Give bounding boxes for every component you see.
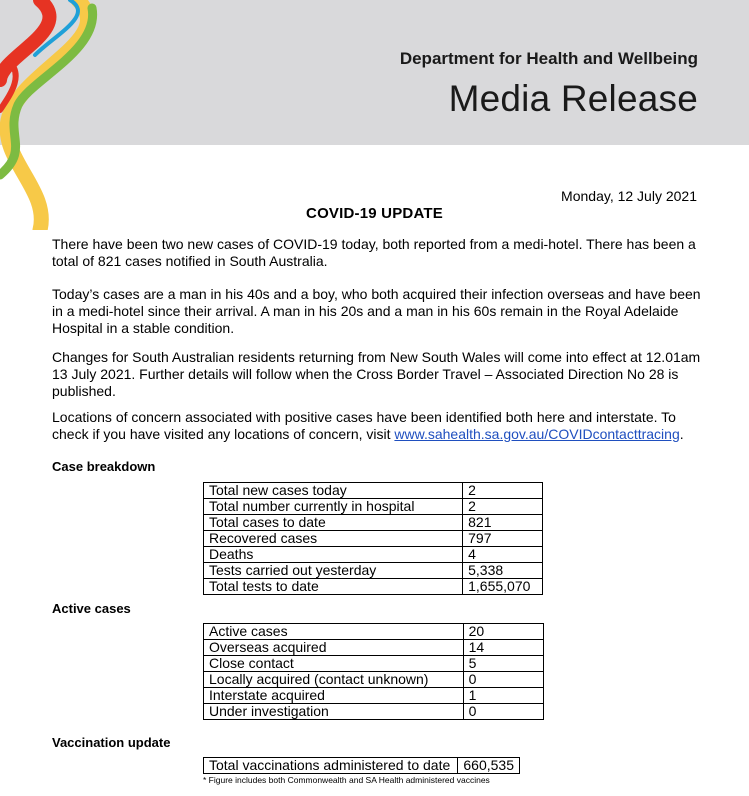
vaccination-footnote: * Figure includes both Commonwealth and SA Health administered vaccines (203, 775, 490, 785)
paragraph-case-summary: There have been two new cases of COVID-19 today, both reported from a medi-hotel. There has been a total of 821 cases notified in South Australia. (52, 236, 696, 269)
row-value: 0 (463, 704, 543, 720)
row-label: Total tests to date (204, 579, 463, 595)
row-value: 1,655,070 (463, 579, 543, 595)
table-row (204, 624, 544, 640)
table-row (204, 704, 544, 720)
row-value: 0 (463, 672, 543, 688)
page-title: COVID-19 UPDATE (306, 205, 443, 222)
document-type-heading: Media Release (448, 78, 698, 119)
table-row (204, 688, 544, 704)
row-value: 660,535 (458, 758, 520, 774)
paragraph-border-changes: Changes for South Australian residents returning from New South Wales will come into effect at 12.01am 13 July 2021. Further details will follow when the Cross Border Travel – Associated Direction No 28 is published. (52, 349, 701, 399)
vaccination-table (203, 757, 520, 774)
row-value: 1 (463, 688, 543, 704)
table-row (204, 579, 543, 595)
row-label: Recovered cases (204, 531, 463, 547)
row-label: Total new cases today (204, 483, 463, 499)
locations-text: Locations of concern associated with positive cases have been identified both here and interstate. To check if you have visited any locations of concern, visit (52, 409, 676, 442)
release-date: Monday, 12 July 2021 (561, 188, 697, 204)
case-breakdown-heading: Case breakdown (52, 459, 156, 474)
row-label: Total cases to date (204, 515, 463, 531)
active-cases-heading: Active cases (52, 601, 131, 616)
row-value: 2 (463, 483, 543, 499)
row-label: Close contact (204, 656, 464, 672)
contact-tracing-link[interactable]: www.sahealth.sa.gov.au/COVIDcontacttracing (394, 426, 680, 442)
table-row (204, 640, 544, 656)
row-label: Total number currently in hospital (204, 499, 463, 515)
table-row (204, 531, 543, 547)
row-value: 797 (463, 531, 543, 547)
row-label: Tests carried out yesterday (204, 563, 463, 579)
ribbon-logo-graphic (0, 0, 115, 230)
row-label: Locally acquired (contact unknown) (204, 672, 464, 688)
row-value: 14 (463, 640, 543, 656)
row-label: Deaths (204, 547, 463, 563)
locations-end: . (679, 426, 684, 442)
row-value: 4 (463, 547, 543, 563)
department-name: Department for Health and Wellbeing (399, 49, 698, 68)
table-row (204, 758, 520, 774)
table-row (204, 547, 543, 563)
row-label: Overseas acquired (204, 640, 464, 656)
table-row (204, 563, 543, 579)
table-row (204, 499, 543, 515)
table-row (204, 515, 543, 531)
case-breakdown-table (203, 482, 543, 595)
row-label: Interstate acquired (204, 688, 464, 704)
row-value: 821 (463, 515, 543, 531)
vaccination-heading: Vaccination update (52, 735, 171, 750)
row-value: 5 (463, 656, 543, 672)
paragraph-locations (52, 409, 702, 443)
table-row (204, 672, 544, 688)
row-label: Active cases (204, 624, 464, 640)
row-value: 5,338 (463, 563, 543, 579)
table-row (204, 656, 544, 672)
row-value: 20 (463, 624, 543, 640)
row-label: Under investigation (204, 704, 464, 720)
row-label: Total vaccinations administered to date (204, 758, 458, 774)
table-row (204, 483, 543, 499)
paragraph-case-details: Today’s cases are a man in his 40s and a boy, who both acquired their infection overseas and have been in a medi-hotel since their arrival. A man in his 20s and a man in his 60s remain in the Royal Adelaide Hospital in a stable condition. (52, 286, 701, 336)
row-value: 2 (463, 499, 543, 515)
active-cases-table (203, 623, 544, 720)
